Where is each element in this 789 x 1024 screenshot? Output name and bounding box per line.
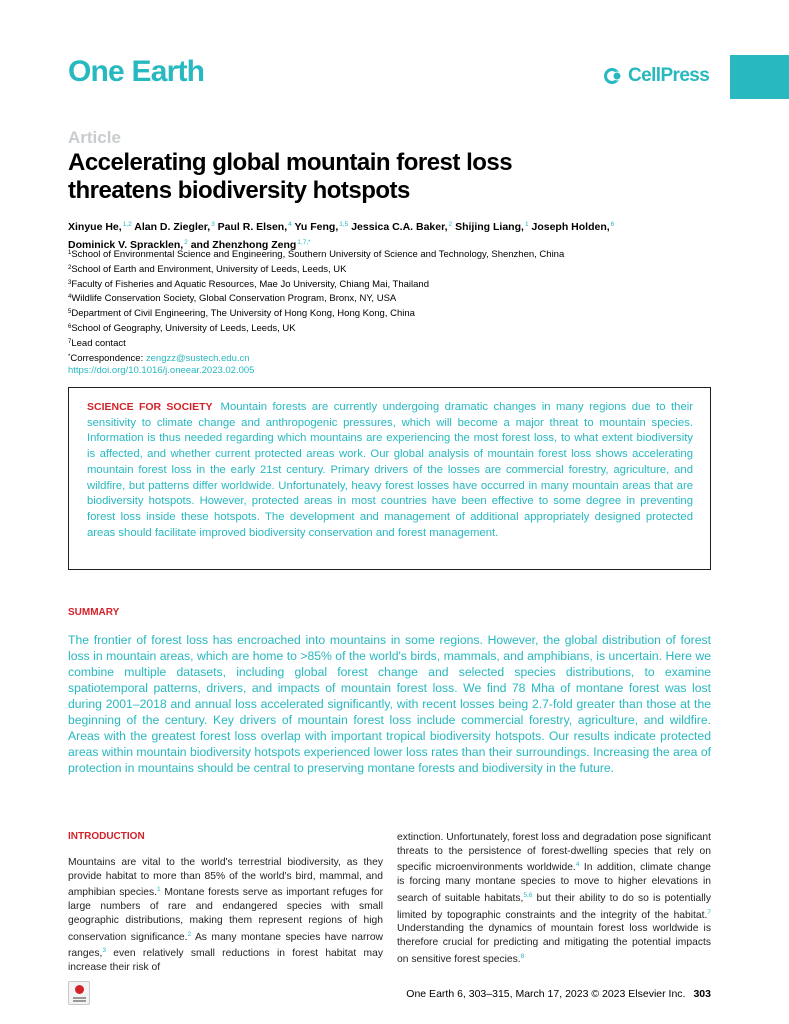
summary-text: The frontier of forest loss has encroached into mountains in some regions. However, the global distribution of forest loss in mountain areas, which are home to >85% of the world's birds, mammals, and amphibians, is uncertain. Here we combine multiple datasets, including global forest change and selected species distributions, to examine spatiotemporal patterns, drivers, and impacts of mountain forest loss. We find 78 Mha of montane forest was lost during 2001–2018 and annual loss accelerated significantly, with recent losses being 2.7-fold greater than those at the beginning of the century. Key drivers of mountain forest loss include commercial forestry, agriculture, and wildfire. Areas with the greatest forest loss overlap with important tropical biodiversity hotspots. Our results indicate protected areas within mountain biodiversity hotspots experienced lower loss rates than their surroundings. Increasing the area of protection in mountains should be central to preserving montane forests and biodiversity in the future.	[68, 633, 711, 775]
reference-link[interactable]: 7	[707, 908, 711, 916]
publisher-logo[interactable]	[604, 65, 709, 87]
affiliation-item: $^6$School of Geography, University of Leeds, Leeds, UK	[68, 322, 296, 334]
page-number: 303	[693, 988, 711, 1000]
footer-citation: One Earth 6, 303–315, March 17, 2023 © 2023 Elsevier Inc. 303	[406, 988, 711, 1000]
check-for-updates-icon[interactable]	[68, 981, 90, 1005]
publisher-name: CellPress	[628, 65, 710, 86]
affiliation-item: $^1$School of Environmental Science and Engineering, Southern University of Science and Technology, Shenzhen, China	[68, 249, 565, 260]
correspondence-email-link[interactable]: zengzz@sustech.edu.cn	[145, 352, 250, 364]
introduction-heading: INTRODUCTION	[68, 831, 145, 842]
author[interactable]: Alan D. Ziegler,	[134, 221, 211, 233]
affiliation-item: $^4$Wildlife Conservation Society, Global Conservation Program, Bronx, NY, USA	[68, 293, 397, 305]
reference-link[interactable]: 4	[575, 861, 580, 869]
article-type: Article	[68, 128, 121, 147]
author[interactable]: Xinyue He,	[68, 221, 122, 233]
article-title: Accelerating global mountain forest loss threatens biodiversity hotspots	[68, 149, 513, 204]
author-affil-ref[interactable]: 3	[211, 221, 215, 228]
reference-link[interactable]: 3	[102, 947, 106, 955]
author-affil-ref[interactable]: 2	[448, 221, 453, 228]
cellpress-icon	[604, 66, 624, 86]
reference-link[interactable]: 2	[187, 930, 192, 938]
author-affil-ref[interactable]: 2	[184, 239, 188, 246]
affiliation-item: $^5$Department of Civil Engineering, The University of Hong Kong, Hong Kong, China	[68, 308, 415, 320]
summary-heading: SUMMARY	[68, 607, 120, 618]
author-affil-ref[interactable]: 1,5	[339, 221, 349, 228]
reference-link[interactable]: 5,6	[523, 891, 533, 899]
journal-title: One Earth	[68, 55, 205, 88]
author-affil-ref[interactable]: 6	[610, 221, 615, 228]
correspondence: *Correspondence: zengzz@sustech.edu.cn	[68, 352, 250, 364]
affiliation-item: $^2$School of Earth and Environment, University of Leeds, Leeds, UK	[68, 263, 347, 275]
author-affil-ref[interactable]: 1,7,*	[297, 239, 311, 246]
author[interactable]: Dominick V. Spracklen,	[68, 239, 184, 251]
affiliations	[68, 247, 718, 378]
author-affil-ref[interactable]: 1	[524, 221, 529, 228]
doi-link[interactable]: https://doi.org/10.1016/j.oneear.2023.02.005	[68, 365, 255, 377]
affiliation-item: $^7$Lead contact	[68, 337, 126, 349]
reference-link[interactable]: 1	[157, 886, 161, 894]
author[interactable]: Joseph Holden,	[531, 221, 610, 233]
author[interactable]: Jessica C.A. Baker,	[351, 221, 448, 233]
author[interactable]: Shijing Liang,	[455, 221, 524, 233]
affiliation-item: $^3$Faculty of Fisheries and Aquatic Resources, Mae Jo University, Chiang Mai, Thailand	[68, 278, 429, 290]
author-affil-ref[interactable]: 1,2	[122, 221, 132, 228]
introduction-column-right: extinction. Unfortunately, forest loss and degradation pose significant threats to the persistence of forest-dwelling species that rely on specific microenvironments worldwide.$^4$ In addition, climate change is forcing many montane species to move to higher elevations in search of suitable habitats,$^{5,6}$ but their ability to do so is potentially limited by topographic constraints and the integrity of the habitat.$^7$ Understanding the dynamics of mountain forest loss worldwide is therefore crucial for predicting and mitigating the potential impacts on sensitive forest species.$^8$	[397, 832, 711, 965]
author[interactable]: Paul R. Elsen,	[217, 221, 288, 233]
author[interactable]: and Zhenzhong Zeng	[190, 239, 297, 251]
science-for-society-heading: SCIENCE FOR SOCIETY	[87, 401, 213, 413]
reference-link[interactable]: 8	[520, 952, 525, 960]
author[interactable]: Yu Feng,	[294, 221, 339, 233]
header-accent-tab	[730, 55, 789, 99]
introduction-column-left: Mountains are vital to the world's terrestrial biodiversity, as they provide habitat to more than 85% of the world's bird, mammal, and amphibian species.$^1$ Montane forests serve as important refuges for large numbers of rare and endangered species with small geographic distributions, making them represent regions of high conservation significance.$^2$ As many montane species have narrow ranges,$^3$ even relatively small reductions in forest habitat may increase their risk of	[68, 857, 383, 973]
science-for-society-text: SCIENCE FOR SOCIETY Mountain forests are currently undergoing dramatic changes in many regions due to their sensitivity to climate change and anthropogenic pressures, which will become a major threat to mountain species. Information is thus needed regarding which mountains are experiencing the most forest loss, to what extent biodiversity is affected, and whether current protected areas work. Our global analysis of mountain forest loss shows accelerating mountain forest loss in the early 21st century. Primary drivers of the losses are commercial forestry, agriculture, and wildfire, but patterns differ worldwide. Unfortunately, heavy forest losses have occurred in many mountain areas that are biodiversity hotspots. However, protected areas in most countries have been effective to some degree in preventing forest loss inside these hotspots. The development and management of additional appropriately designed protected areas should facilitate improved biodiversity conservation and forest management.	[87, 401, 694, 539]
author-affil-ref[interactable]: 4	[288, 221, 292, 228]
